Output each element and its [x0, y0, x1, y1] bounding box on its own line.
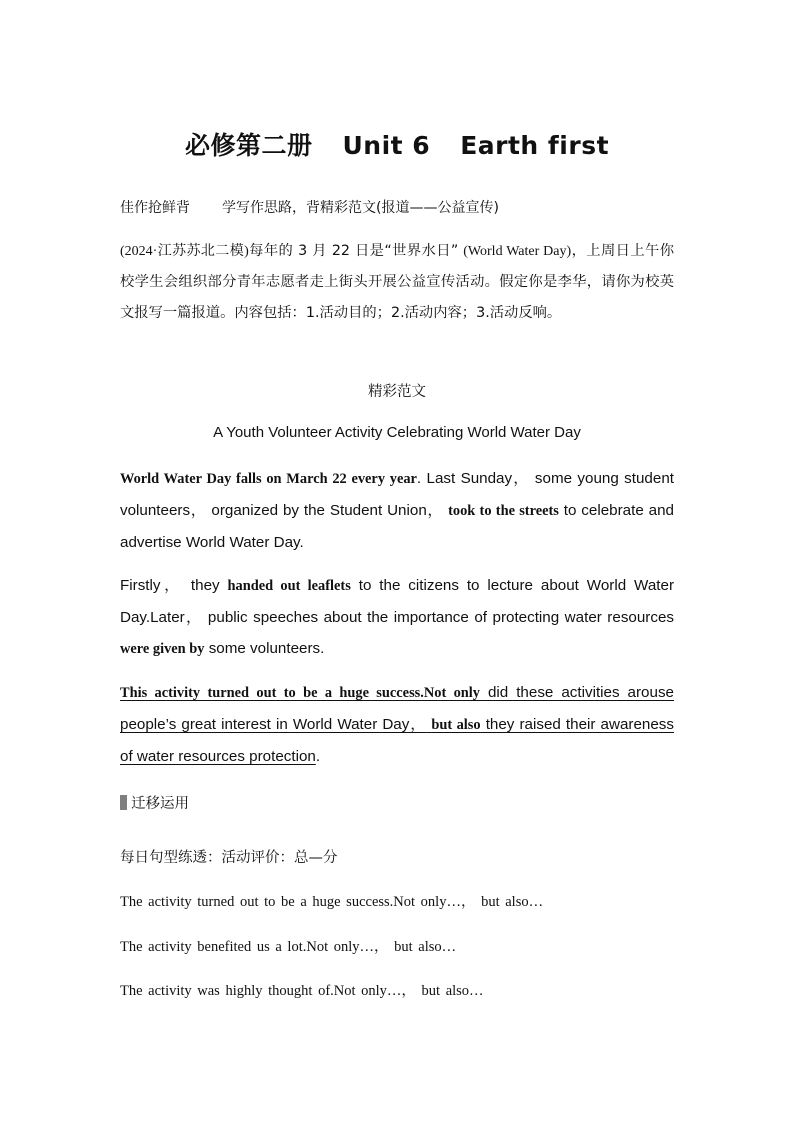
essay-title: A Youth Volunteer Activity Celebrating World Water Day — [213, 424, 581, 441]
p2-text-2: to the citizens to lecture about World Water Day.Later， public speeches about the importance of protecting water resources — [120, 577, 690, 626]
p1-text-1: . Last Sunday， some young student volunteers， organized by the Student Union， — [120, 470, 674, 519]
sample-label: 精彩范文 — [368, 384, 426, 400]
p3-end: . — [315, 748, 321, 765]
title-topic: Earth first — [460, 131, 610, 160]
p1-text-2: to celebrate and advertise World Water Day. — [120, 502, 674, 551]
section-heading — [120, 792, 189, 813]
task-source: (2024·江苏苏北二模) — [120, 244, 249, 259]
writing-task — [120, 236, 674, 329]
essay-paragraph-1 — [120, 463, 674, 558]
sub-heading: 每日句型练透：活动评价：总—分 — [120, 850, 338, 866]
p1-bold-2: took to the streets — [448, 503, 559, 519]
header-line — [120, 197, 674, 217]
title-volume: 必修第二册 — [184, 131, 313, 160]
section-label: 迁移运用 — [131, 796, 189, 812]
p3-bold-1: This activity turned out to be a huge success.Not only — [120, 685, 480, 701]
p3-text-1: did these activities arouse people’s great interest in World Water Day， — [120, 684, 674, 733]
example-sentence-3: The activity was highly thought of.Not only…， but also… — [120, 983, 484, 999]
title-unit: Unit 6 — [342, 131, 431, 160]
essay-paragraph-3 — [120, 677, 674, 772]
essay-paragraph-2 — [120, 570, 690, 665]
p1-bold-1: World Water Day falls on March 22 every year — [120, 471, 417, 487]
p2-text-3: some volunteers. — [204, 640, 325, 657]
header-label: 佳作抢鲜背 — [120, 200, 190, 216]
p2-text-1: Firstly， they — [120, 577, 228, 594]
page-title — [0, 126, 794, 162]
p2-bold-2: were given by — [120, 641, 205, 657]
task-text-1: 每年的 3 月 22 日是“世界水日” — [248, 243, 459, 259]
header-text: 学写作思路，背精彩范文(报道——公益宣传) — [222, 200, 499, 216]
p2-bold-1: handed out leaflets — [227, 578, 351, 594]
p3-text-2: they raised their awareness of water resources protection — [120, 716, 674, 765]
task-english: (World Water Day) — [463, 244, 572, 259]
section-marker-icon — [120, 795, 127, 810]
example-sentence-1: The activity turned out to be a huge success.Not only…， but also… — [120, 894, 544, 910]
example-sentence-2: The activity benefited us a lot.Not only…， but also… — [120, 939, 457, 955]
task-text-2: ，上周日上午你校学生会组织部分青年志愿者走上街头开展公益宣传活动。假定你是李华，请你为校英文报写一篇报道。内容包括：1.活动目的；2.活动内容；3.活动反响。 — [120, 243, 675, 321]
p3-bold-2: but also — [431, 717, 481, 733]
